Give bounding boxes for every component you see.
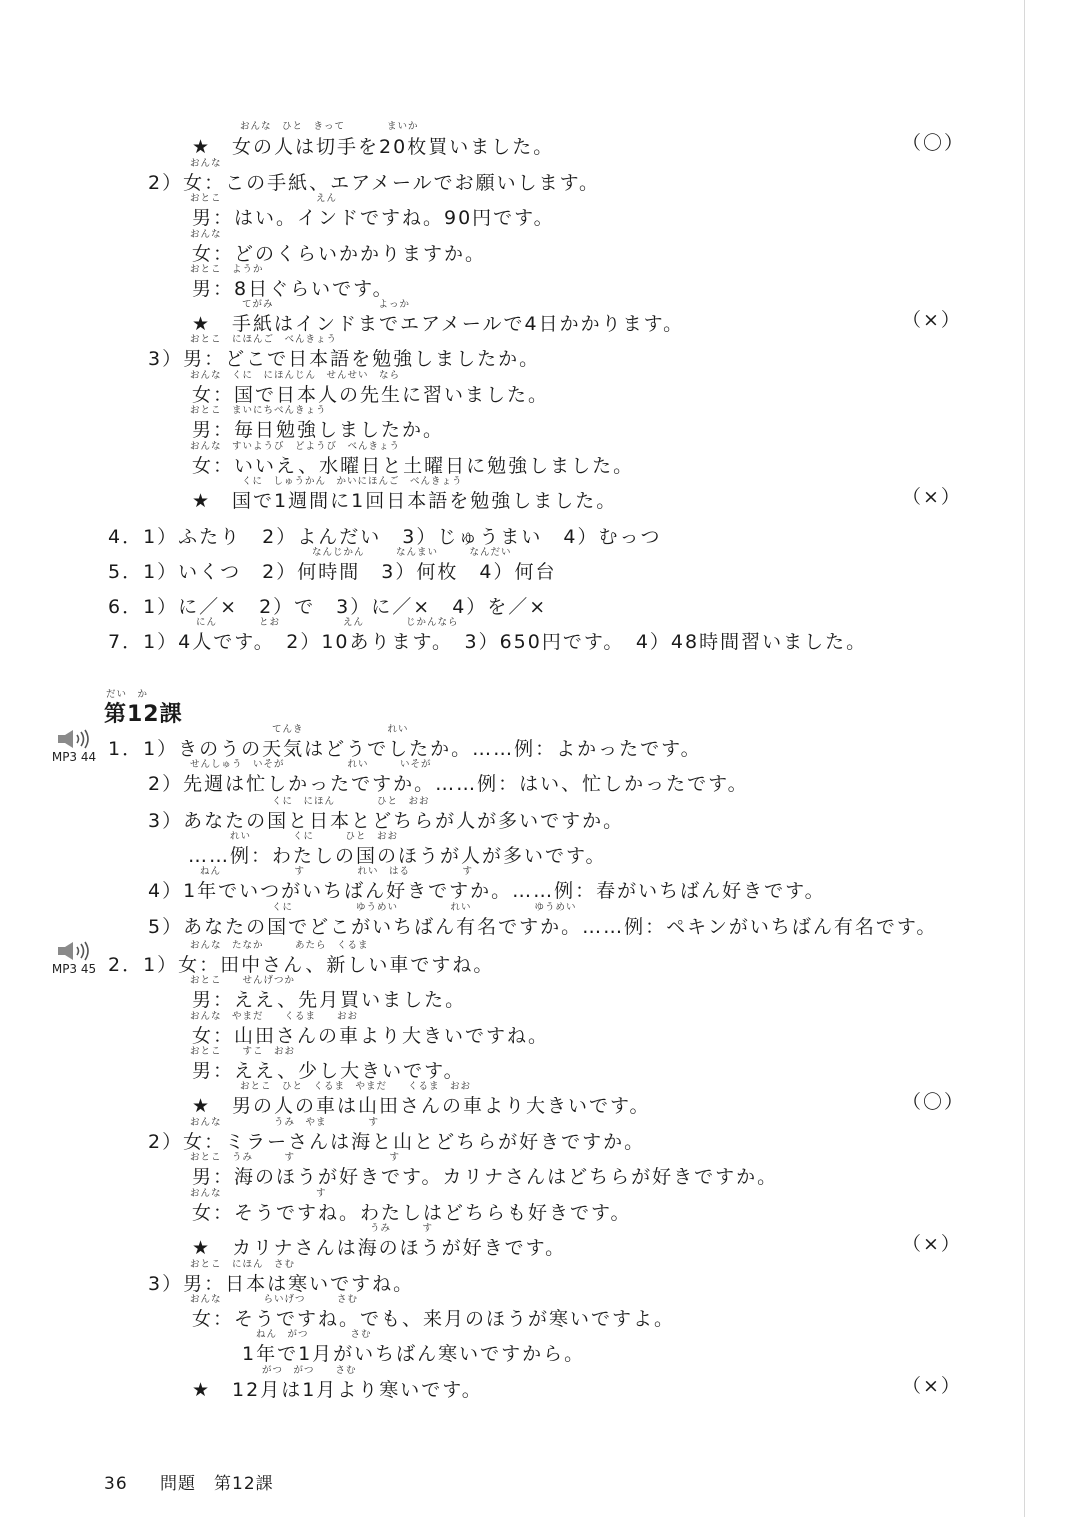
furigana: おんな す (190, 1188, 327, 1199)
audio-track-45[interactable] (46, 940, 102, 976)
mp3-label: MP3 45 (51, 962, 97, 976)
furigana: てがみ よっか (242, 299, 411, 310)
answer-mark: （×） (902, 1375, 962, 1397)
furigana: おんな やまだ くるま おお (190, 1011, 359, 1022)
dialogue-line: 女：山田さんの車より大きいですね。 (192, 1025, 550, 1047)
furigana: おとこ ようか (190, 264, 264, 275)
furigana: おとこ にほん さむ (190, 1259, 296, 1270)
dialogue-line: 3）男：日本は寒いですね。 (148, 1273, 415, 1295)
question-line: 1．1）きのうの天気はどうでしたか。……例：よかったです。 (108, 738, 702, 760)
dialogue-line: 女：国で日本人の先生に習いました。 (192, 384, 550, 406)
star-statement: ★ 男の人の車は山田さんの車より大きいです。 (192, 1095, 651, 1117)
furigana: くに にほん ひと おお (272, 796, 430, 807)
question-line: ……例：わたしの国のほうが人が多いです。 (188, 845, 607, 867)
lesson-title: 第12課 (104, 702, 183, 727)
furigana: おんな たなか あたら くるま (190, 940, 369, 951)
furigana: れい くに ひと おお (230, 831, 399, 842)
answer-mark: （×） (902, 486, 962, 508)
dialogue-line: 男：はい。インドですね。90円です。 (192, 207, 555, 229)
furigana: せんしゅう いそが れい いそが (190, 759, 432, 770)
star-statement: ★ 12月は1月より寒いです。 (192, 1379, 483, 1401)
furigana: くに しゅうかん かいにほんご べんきょう (242, 476, 463, 487)
answer-mark: （×） (902, 1233, 962, 1255)
dialogue-line: 女：どのくらいかかりますか。 (192, 243, 487, 265)
dialogue-line: 3）男：どこで日本語を勉強しましたか。 (148, 348, 541, 370)
furigana: おとこ ひと くるま やまだ くるま おお (240, 1081, 472, 1092)
furigana: おんな (190, 229, 222, 240)
answer-line: 6．1）に／× 2）で 3）に／× 4）を／× (108, 596, 548, 618)
dialogue-line: 女：いいえ、水曜日と土曜日に勉強しました。 (192, 455, 635, 477)
dialogue-line: 2）女：ミラーさんは海と山とどちらが好きですか。 (148, 1131, 646, 1153)
dialogue-line: 女：そうですね。わたしはどちらも好きです。 (192, 1202, 632, 1224)
furigana: ねん がつ さむ (256, 1329, 372, 1340)
audio-track-44[interactable] (46, 728, 102, 764)
star-statement: ★ 手紙はインドまでエアメールで4日かかります。 (192, 313, 685, 335)
furigana: おとこ すこ おお (190, 1046, 296, 1057)
mp3-label: MP3 44 (51, 750, 97, 764)
furigana: おんな らいげつ さむ (190, 1294, 359, 1305)
furigana: だい か (106, 689, 149, 700)
dialogue-line: 男：ええ、少し大きいです。 (192, 1060, 465, 1082)
furigana: がつ がつ さむ (262, 1365, 357, 1376)
answer-line: 5．1）いくつ 2）何時間 3）何枚 4）何台 (108, 561, 557, 583)
furigana: なんじかん なんまい なんだい (312, 547, 512, 558)
furigana: おんな ひと きって まいか (240, 121, 419, 132)
dialogue-line: 男：ええ、先月買いました。 (192, 989, 467, 1011)
footer-label: 問題 第12課 (160, 1474, 274, 1494)
furigana: てんき れい (272, 724, 409, 735)
furigana: おとこ えん (190, 193, 338, 204)
furigana: おんな (190, 158, 222, 169)
furigana: おんな うみ やま す (190, 1117, 380, 1128)
furigana: にん とお えん じかんなら (196, 617, 459, 628)
furigana: おとこ せんげつか (190, 975, 296, 986)
dialogue-line: 男：海のほうが好きです。カリナさんはどちらが好きですか。 (192, 1166, 779, 1188)
speaker-icon (54, 728, 94, 750)
furigana: おんな くに にほんじん せんせい なら (190, 370, 401, 381)
answer-mark: （〇） (902, 1091, 966, 1113)
star-statement: ★ カリナさんは海のほうが好きです。 (192, 1237, 567, 1259)
star-statement: ★ 女の人は切手を20枚買いました。 (192, 136, 555, 158)
question-line: 5）あなたの国でどこがいちばん有名ですか。……例：ペキンがいちばん有名です。 (148, 916, 938, 938)
furigana: うみ す (370, 1223, 434, 1234)
furigana: おとこ うみ す す (190, 1152, 401, 1163)
dialogue-line: 男：毎日勉強しましたか。 (192, 419, 445, 441)
furigana: おとこ まいにちべんきょう (190, 405, 327, 416)
dialogue-line: 1年で1月がいちばん寒いですから。 (242, 1343, 586, 1365)
page-number: 36 (104, 1474, 128, 1494)
speaker-icon (54, 940, 94, 962)
question-line: 2）先週は忙しかったですか。……例：はい、忙しかったです。 (148, 773, 749, 795)
star-statement: ★ 国で1週間に1回日本語を勉強しました。 (192, 490, 618, 512)
furigana: おとこ にほんご べんきょう (190, 334, 338, 345)
furigana: ねん す れい はる す (200, 866, 474, 877)
dialogue-line: 男：8日ぐらいです。 (192, 278, 394, 300)
answer-mark: （×） (902, 309, 962, 331)
dialogue-line: 2）女：この手紙、エアメールでお願いします。 (148, 172, 601, 194)
answer-line: 4．1）ふたり 2）よんだい 3）じゅうまい 4）むっつ (108, 526, 662, 548)
question-line: 4）1年でいつがいちばん好きですか。……例：春がいちばん好きです。 (148, 880, 826, 902)
furigana: くに ゆうめい れい ゆうめい (272, 902, 577, 913)
answer-line: 7．1）4人です。 2）10あります。 3）650円です。 4）48時間習いました。 (108, 631, 868, 653)
page-edge-line (1024, 0, 1025, 1517)
question-line: 3）あなたの国と日本とどちらが人が多いですか。 (148, 810, 625, 832)
furigana: おんな すいようび どようび べんきょう (190, 441, 401, 452)
dialogue-line: 女：そうですね。でも、来月のほうが寒いですよ。 (192, 1308, 676, 1330)
dialogue-line: 2．1）女：田中さん、新しい車ですね。 (108, 954, 495, 976)
answer-mark: （〇） (902, 132, 966, 154)
